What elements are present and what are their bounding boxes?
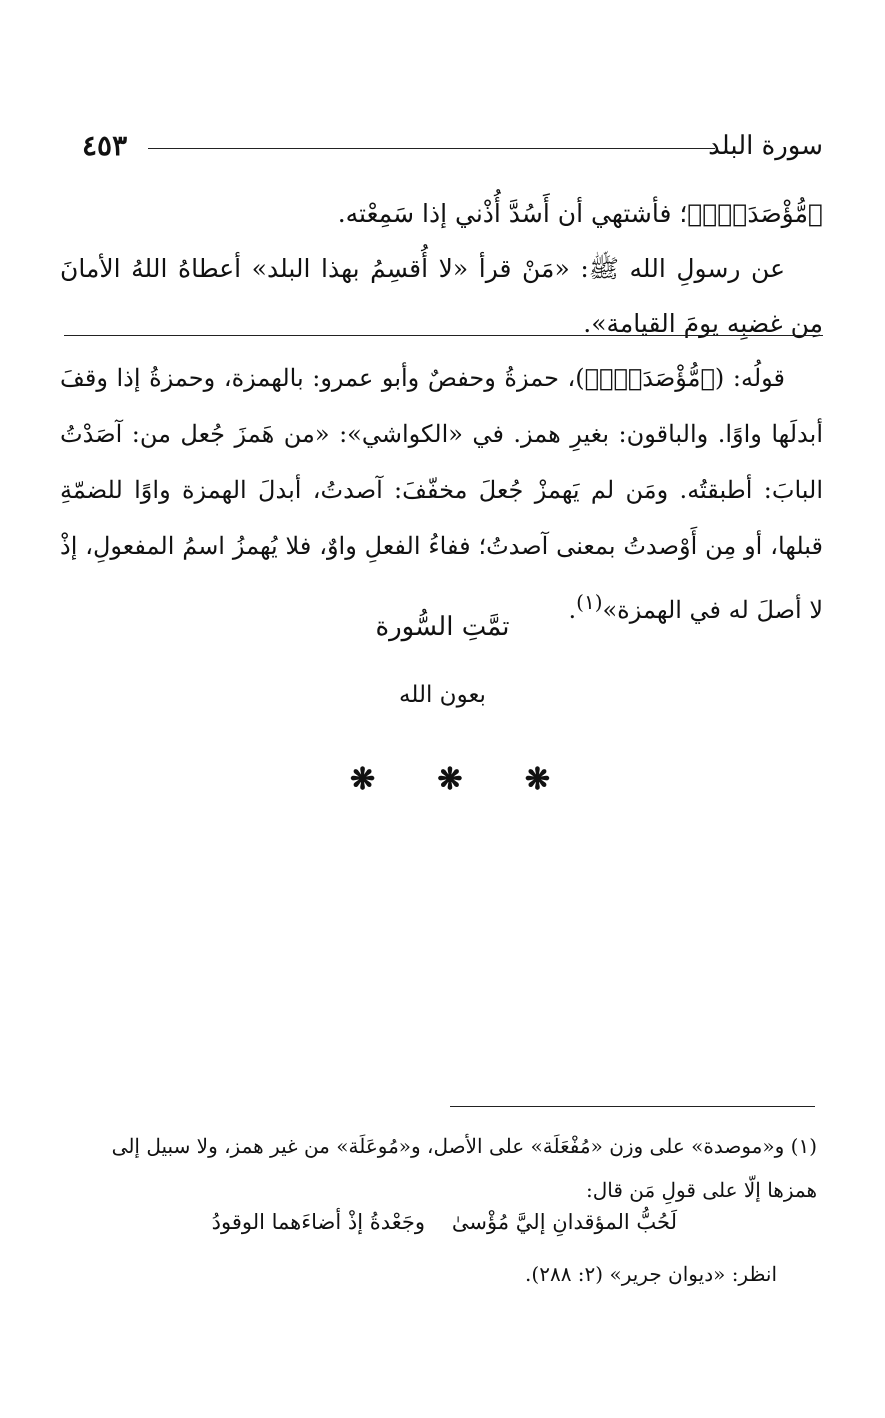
poetry-verse xyxy=(72,1200,817,1244)
hadith-paragraph: عن رسولِ الله ﷺ: «مَنْ قرأ «لا أُقسِمُ بهذا البلد» أعطاهُ اللهُ الأمانَ مِن غضبِه يومَ القيامة». xyxy=(60,254,823,338)
asterism-star-icon: ❋ xyxy=(524,762,550,797)
footnote-rule xyxy=(450,1106,815,1107)
verse-first-hemistich: لَحُبُّ المؤقدانِ إليَّ مُؤْسىٰ xyxy=(451,1210,677,1234)
footnotes xyxy=(72,1124,817,1212)
section-divider xyxy=(64,335,823,336)
page-header xyxy=(82,126,823,166)
header-rule xyxy=(148,148,715,149)
page-number: ٤٥٣ xyxy=(82,129,128,162)
footnote-marker[interactable]: (١) xyxy=(576,590,603,614)
section-ornament xyxy=(350,760,550,800)
closing-title: تمَّتِ السُّورة xyxy=(375,612,510,642)
commentary-paragraph: قولُه: (﴿مُّؤْصَدَةٌۢ﴾)، حمزةُ وحفصٌ وأبو عمرو: بالهمزة، وحمزةُ إذا وقفَ أبدلَها واوًا. والباقون: بغيرِ همز. في «الكواشي»: «من هَمزَ جُعل من: آصَدْتُ البابَ: أطبقتُه. ومَن لم يَهمزْ جُعلَ مخفّفَ: آصدتُ، أبدلَ الهمزة واوًا للضمّةِ قبلها، أو مِن أَوْصدتُ بمعنى آصدتُ؛ ففاءُ الفعلِ واوٌ، فلا يُهمزُ اسمُ المفعولِ، إذْ لا أصلَ له في الهمزة»$^{(١)}$. xyxy=(60,364,823,624)
closing-subtitle: بعون الله xyxy=(399,682,486,708)
footnote-1: (١) و«موصدة» على وزن «مُفْعَلَة» على الأصل، و«مُوعَلَة» من غير همز، ولا سبيل إلى همزها إلّا على قولِ مَن قال: xyxy=(111,1134,817,1202)
main-text-line: ﴿مُّؤْصَدَةٌۢ﴾؛ فأشتهي أن أَسُدَّ أُذْني إذا سَمِعْته. xyxy=(337,199,823,228)
footnote-reference: انظر: «ديوان جرير» (٢: ٢٨٨). xyxy=(525,1262,777,1286)
asterism-star-icon: ❋ xyxy=(437,762,463,797)
commentary xyxy=(60,350,823,638)
main-text xyxy=(60,186,823,351)
running-title: سورة البلد xyxy=(708,131,823,161)
asterism-star-icon: ❋ xyxy=(350,762,376,797)
verse-second-hemistich: وجَعْدةُ إذْ أضاءَهما الوقودُ xyxy=(211,1210,425,1234)
commentary-text: قولُه: (﴿مُّؤْصَدَةٌۢ﴾)، حمزةُ وحفصٌ وأبو عمرو: بالهمزة، وحمزةُ إذا وقفَ أبدلَها واوًا. والباقون: بغيرِ همز. في «الكواشي»: «من هَمزَ جُعل من: آصَدْتُ البابَ: أطبقتُه. ومَن لم يَهمزْ جُعلَ مخفّفَ: آصدتُ، أبدلَ الهمزة واوًا للضمّةِ قبلها، أو مِن أَوْصدتُ بمعنى آصدتُ؛ ففاءُ الفعلِ واوٌ، فلا يُهمزُ اسمُ المفعولِ، إذْ لا أصلَ له في الهمزة» xyxy=(60,364,823,624)
